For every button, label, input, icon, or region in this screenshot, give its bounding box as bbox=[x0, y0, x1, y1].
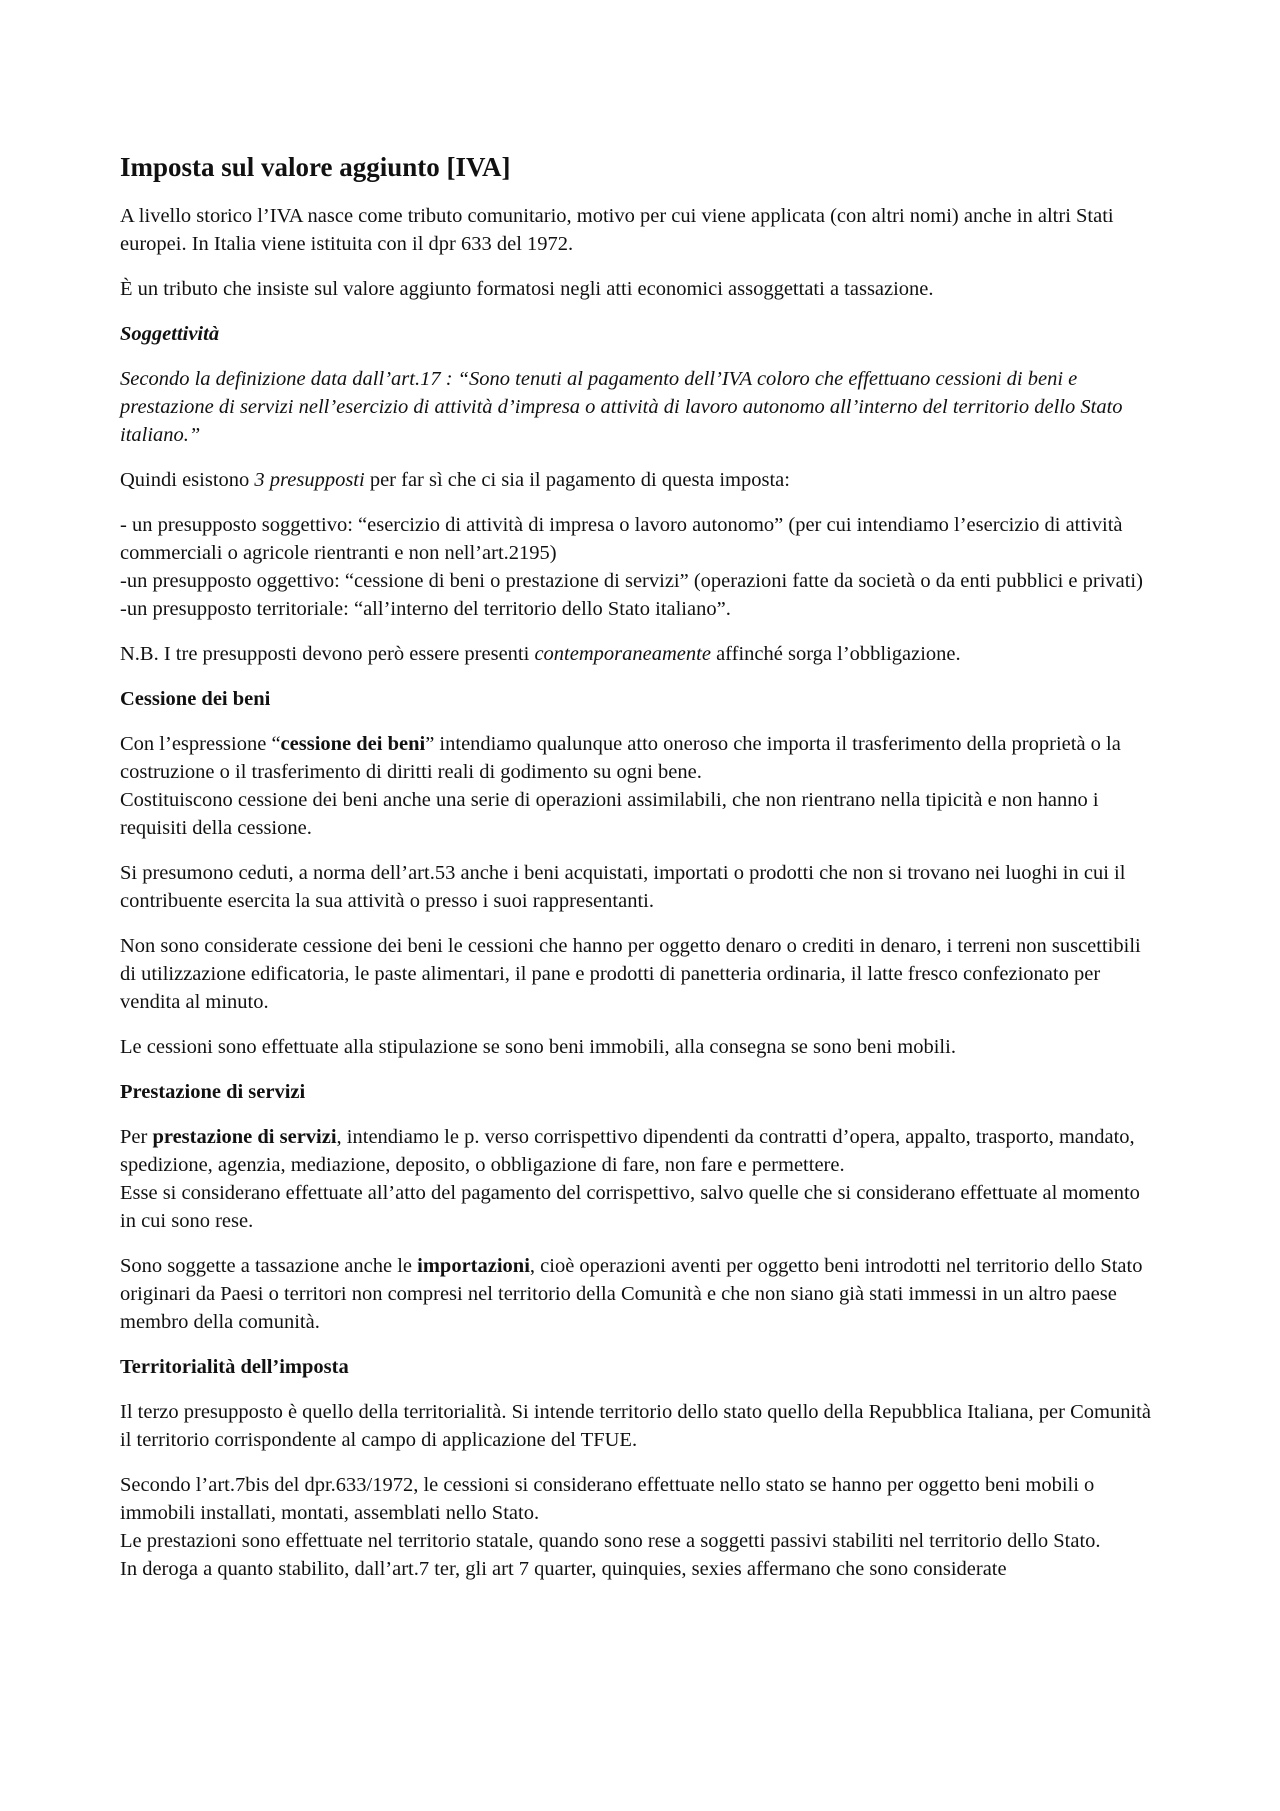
document-body bbox=[120, 150, 1160, 1600]
paragraph-effettuazione-cessioni: Le cessioni sono effettuate alla stipulazione se sono beni immobili, alla consegna se sono beni mobili. bbox=[120, 1036, 956, 1058]
text-line: In deroga a quanto stabilito, dall’art.7 ter, gli art 7 quarter, quinquies, sexies affermano che sono considerate bbox=[120, 1558, 1007, 1580]
heading-soggettivita: Soggettività bbox=[120, 323, 220, 345]
text-run: , intendiamo le p. verso corrispettivo dipendenti da contratti d’opera, appalto, trasporto, mandato, spedizione, agenzia, mediazione, deposito, o obbligazione di fare, non fare e permettere. bbox=[120, 1126, 1135, 1176]
list-item: -un presupposto territoriale: “all’interno del territorio dello Stato italiano”. bbox=[120, 598, 731, 620]
text-run: N.B. I tre presupposti devono però essere presenti bbox=[120, 643, 535, 665]
paragraph-art53: Si presumono ceduti, a norma dell’art.53 anche i beni acquistati, importati o prodotti che non si trovano nei luoghi in cui il contribuente esercita la sua attività o presso i suoi rappresentanti. bbox=[120, 862, 1126, 912]
heading-cessione-beni: Cessione dei beni bbox=[120, 688, 271, 710]
paragraph-importazioni bbox=[120, 1252, 1160, 1336]
text-line bbox=[120, 730, 1160, 786]
bold-run: prestazione di servizi bbox=[152, 1126, 337, 1148]
text-run: Per bbox=[120, 1126, 153, 1148]
bold-run: cessione dei beni bbox=[280, 733, 426, 755]
paragraph-nb bbox=[120, 640, 1160, 668]
list-item: - un presupposto soggettivo: “esercizio di attività di impresa o lavoro autonomo” (per cui intendiamo l’esercizio di attività commerciali o agricole rientranti e non nell’art.2195) bbox=[120, 514, 1123, 564]
text-run: Quindi esistono bbox=[120, 469, 255, 491]
bold-run: importazioni bbox=[417, 1255, 530, 1277]
text-run: Sono soggette a tassazione anche le bbox=[120, 1255, 418, 1277]
emphasis-run: contemporaneamente bbox=[534, 643, 711, 665]
text-line bbox=[120, 1123, 1160, 1179]
heading-territorialita: Territorialità dell’imposta bbox=[120, 1356, 349, 1378]
text-run: per far sì che ci sia il pagamento di questa imposta: bbox=[364, 469, 790, 491]
paragraph-presupposti-list bbox=[120, 511, 1160, 623]
text-line: Esse si considerano effettuate all’atto del pagamento del corrispettivo, salvo quelle che si considerano effettuate al momento in cui sono rese. bbox=[120, 1182, 1140, 1232]
paragraph-territorialita: Il terzo presupposto è quello della territorialità. Si intende territorio dello stato quello della Repubblica Italiana, per Comunità il territorio corrispondente al campo di applicazione del TFUE. bbox=[120, 1401, 1151, 1451]
paragraph-presupposti bbox=[120, 466, 1160, 494]
text-run: ” intendiamo qualunque atto oneroso che importa il trasferimento della proprietà o la costruzione o il trasferimento di diritti reali di godimento su ogni bene. bbox=[120, 733, 1121, 783]
paragraph-cessione-definition bbox=[120, 730, 1160, 842]
paragraph-art7bis bbox=[120, 1471, 1160, 1583]
paragraph-prestazione-definition bbox=[120, 1123, 1160, 1235]
text-run: affinché sorga l’obbligazione. bbox=[710, 643, 961, 665]
text-line: Le prestazioni sono effettuate nel territorio statale, quando sono rese a soggetti passivi stabiliti nel territorio dello Stato. bbox=[120, 1530, 1101, 1552]
document-title: Imposta sul valore aggiunto [IVA] bbox=[120, 152, 511, 182]
text-line: Costituiscono cessione dei beni anche una serie di operazioni assimilabili, che non rientrano nella tipicità e non hanno i requisiti della cessione. bbox=[120, 789, 1099, 839]
paragraph-definition: È un tributo che insiste sul valore aggiunto formatosi negli atti economici assoggettati a tassazione. bbox=[120, 278, 934, 300]
text-run: Con l’espressione “ bbox=[120, 733, 281, 755]
text-line: Secondo l’art.7bis del dpr.633/1972, le cessioni si considerano effettuate nello stato se hanno per oggetto beni mobili o immobili installati, montati, assemblati nello Stato. bbox=[120, 1474, 1095, 1524]
text-run: , cioè operazioni aventi per oggetto beni introdotti nel territorio dello Stato originari da Paesi o territori non compresi nel territorio della Comunità e che non siano già stati immessi in un altro paese membro della comunità. bbox=[120, 1255, 1143, 1333]
art17-quote-text: Secondo la definizione data dall’art.17 : “Sono tenuti al pagamento dell’IVA coloro che effettuano cessioni di beni e prestazione di servizi nell’esercizio di attività d’impresa o attività di lavoro autonomo all’interno del territorio dello Stato italiano.” bbox=[120, 368, 1123, 446]
paragraph-intro: A livello storico l’IVA nasce come tributo comunitario, motivo per cui viene applicata (con altri nomi) anche in altri Stati europei. In Italia viene istituita con il dpr 633 del 1972. bbox=[120, 205, 1114, 255]
list-item: -un presupposto oggettivo: “cessione di beni o prestazione di servizi” (operazioni fatte da società o da enti pubblici e privati) bbox=[120, 570, 1143, 592]
paragraph-esclusioni: Non sono considerate cessione dei beni le cessioni che hanno per oggetto denaro o crediti in denaro, i terreni non suscettibili di utilizzazione edificatoria, le paste alimentari, il pane e prodotti di panetteria ordinaria, il latte fresco confezionato per vendita al minuto. bbox=[120, 935, 1141, 1013]
paragraph-art17-quote bbox=[120, 365, 1160, 449]
heading-prestazione-servizi: Prestazione di servizi bbox=[120, 1081, 306, 1103]
emphasis-run: 3 presupposti bbox=[254, 469, 365, 491]
